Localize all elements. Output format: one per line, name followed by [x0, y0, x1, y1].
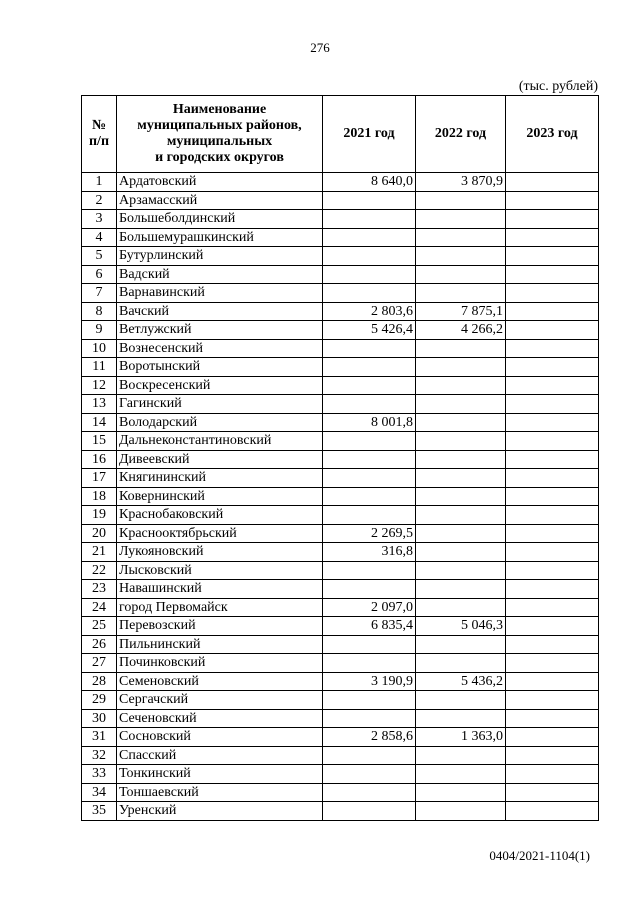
row-name: Ветлужский: [117, 321, 323, 340]
row-2023: [506, 339, 599, 358]
row-2021: [323, 469, 416, 488]
row-number: 4: [82, 228, 117, 247]
row-2022: [416, 524, 506, 543]
row-2023: [506, 598, 599, 617]
row-2023: [506, 191, 599, 210]
row-number: 28: [82, 672, 117, 691]
table-row: [82, 321, 599, 340]
row-2022: [416, 358, 506, 377]
row-2021: [323, 210, 416, 229]
row-2021: [323, 746, 416, 765]
row-number: 32: [82, 746, 117, 765]
row-2022: [416, 783, 506, 802]
row-number: 2: [82, 191, 117, 210]
table-row: [82, 487, 599, 506]
row-2023: [506, 450, 599, 469]
unit-note: (тыс. рублей): [518, 79, 598, 94]
row-name: Княгининский: [117, 469, 323, 488]
row-2021: [323, 561, 416, 580]
row-2023: [506, 672, 599, 691]
row-number: 20: [82, 524, 117, 543]
row-2022: 7 875,1: [416, 302, 506, 321]
row-2023: [506, 284, 599, 303]
row-2023: [506, 580, 599, 599]
row-2021: [323, 691, 416, 710]
header-name: Наименование муниципальных районов, муниципальных и городских округов: [117, 96, 323, 173]
row-name: Арзамасский: [117, 191, 323, 210]
row-2023: [506, 561, 599, 580]
row-2023: [506, 506, 599, 525]
row-2021: [323, 191, 416, 210]
row-2022: 5 046,3: [416, 617, 506, 636]
row-name: Уренский: [117, 802, 323, 821]
row-number: 3: [82, 210, 117, 229]
row-number: 27: [82, 654, 117, 673]
row-2022: 1 363,0: [416, 728, 506, 747]
row-name: Перевозский: [117, 617, 323, 636]
row-name: Сергачский: [117, 691, 323, 710]
row-2022: [416, 191, 506, 210]
row-name: Воскресенский: [117, 376, 323, 395]
row-2021: [323, 228, 416, 247]
table-row: [82, 376, 599, 395]
row-2021: [323, 284, 416, 303]
row-2023: [506, 524, 599, 543]
row-2023: [506, 210, 599, 229]
row-2021: 2 097,0: [323, 598, 416, 617]
row-name: Тонкинский: [117, 765, 323, 784]
row-2022: [416, 265, 506, 284]
row-number: 1: [82, 173, 117, 192]
row-number: 35: [82, 802, 117, 821]
row-number: 31: [82, 728, 117, 747]
table-row: [82, 432, 599, 451]
row-name: Дальнеконстантиновский: [117, 432, 323, 451]
row-name: Тоншаевский: [117, 783, 323, 802]
table-row: [82, 358, 599, 377]
row-2021: 2 803,6: [323, 302, 416, 321]
row-2021: [323, 339, 416, 358]
row-2021: [323, 432, 416, 451]
row-2022: [416, 339, 506, 358]
table-row: [82, 746, 599, 765]
row-2021: [323, 376, 416, 395]
row-2021: [323, 709, 416, 728]
row-number: 18: [82, 487, 117, 506]
row-2021: 3 190,9: [323, 672, 416, 691]
row-2022: [416, 376, 506, 395]
row-number: 8: [82, 302, 117, 321]
row-2023: [506, 709, 599, 728]
row-name: Лысковский: [117, 561, 323, 580]
table-row: [82, 247, 599, 266]
row-number: 30: [82, 709, 117, 728]
table-row: [82, 210, 599, 229]
row-2023: [506, 469, 599, 488]
row-2022: [416, 561, 506, 580]
row-name: Вадский: [117, 265, 323, 284]
row-2023: [506, 783, 599, 802]
row-2021: 2 269,5: [323, 524, 416, 543]
row-name: Краснооктябрьский: [117, 524, 323, 543]
row-name: Спасский: [117, 746, 323, 765]
header-num: № п/п: [82, 96, 117, 173]
row-number: 13: [82, 395, 117, 414]
row-name: Ардатовский: [117, 173, 323, 192]
page-number: 276: [310, 40, 330, 55]
row-2023: [506, 358, 599, 377]
row-number: 25: [82, 617, 117, 636]
row-2023: [506, 765, 599, 784]
table-row: [82, 654, 599, 673]
row-2022: [416, 228, 506, 247]
row-number: 24: [82, 598, 117, 617]
row-2021: [323, 247, 416, 266]
table-row: [82, 469, 599, 488]
row-name: Лукояновский: [117, 543, 323, 562]
row-2023: [506, 802, 599, 821]
table-header-row: [82, 96, 599, 173]
row-number: 15: [82, 432, 117, 451]
row-name: Воротынский: [117, 358, 323, 377]
row-number: 11: [82, 358, 117, 377]
table-row: [82, 191, 599, 210]
row-name: Володарский: [117, 413, 323, 432]
table-row: [82, 228, 599, 247]
table-row: [82, 395, 599, 414]
table-row: [82, 413, 599, 432]
row-2021: 8 001,8: [323, 413, 416, 432]
row-2022: [416, 413, 506, 432]
row-2022: [416, 432, 506, 451]
row-number: 17: [82, 469, 117, 488]
row-2023: [506, 395, 599, 414]
row-2022: [416, 450, 506, 469]
row-number: 16: [82, 450, 117, 469]
row-2023: [506, 173, 599, 192]
row-number: 5: [82, 247, 117, 266]
row-number: 9: [82, 321, 117, 340]
row-2021: [323, 395, 416, 414]
table-row: [82, 173, 599, 192]
row-2021: 316,8: [323, 543, 416, 562]
row-2022: [416, 247, 506, 266]
row-2022: [416, 746, 506, 765]
row-number: 26: [82, 635, 117, 654]
row-number: 21: [82, 543, 117, 562]
row-2023: [506, 247, 599, 266]
row-2021: [323, 265, 416, 284]
row-name: Большеболдинский: [117, 210, 323, 229]
row-name: Варнавинский: [117, 284, 323, 303]
row-name: город Первомайск: [117, 598, 323, 617]
allocation-table: [81, 95, 599, 821]
row-number: 7: [82, 284, 117, 303]
row-number: 23: [82, 580, 117, 599]
row-2021: [323, 580, 416, 599]
header-2021: 2021 год: [323, 96, 416, 173]
table-row: [82, 524, 599, 543]
row-name: Вознесенский: [117, 339, 323, 358]
row-2022: [416, 284, 506, 303]
row-2021: [323, 487, 416, 506]
row-name: Гагинский: [117, 395, 323, 414]
row-2022: [416, 580, 506, 599]
document-code: 0404/2021-1104(1): [489, 848, 590, 863]
table-row: [82, 635, 599, 654]
row-2022: [416, 765, 506, 784]
row-2023: [506, 302, 599, 321]
row-name: Вачский: [117, 302, 323, 321]
row-number: 6: [82, 265, 117, 284]
row-number: 29: [82, 691, 117, 710]
row-2022: 3 870,9: [416, 173, 506, 192]
row-2021: [323, 450, 416, 469]
row-name: Большемурашкинский: [117, 228, 323, 247]
row-name: Бутурлинский: [117, 247, 323, 266]
row-number: 14: [82, 413, 117, 432]
table-row: [82, 543, 599, 562]
row-2023: [506, 746, 599, 765]
row-2023: [506, 376, 599, 395]
row-2021: [323, 783, 416, 802]
row-2023: [506, 728, 599, 747]
row-2022: [416, 210, 506, 229]
row-number: 12: [82, 376, 117, 395]
row-2023: [506, 413, 599, 432]
row-2023: [506, 487, 599, 506]
row-name: Навашинский: [117, 580, 323, 599]
table-row: [82, 802, 599, 821]
table-row: [82, 506, 599, 525]
row-2022: [416, 598, 506, 617]
row-2022: [416, 654, 506, 673]
table-row: [82, 765, 599, 784]
table-body: [82, 173, 599, 821]
row-2023: [506, 691, 599, 710]
row-name: Семеновский: [117, 672, 323, 691]
table-row: [82, 450, 599, 469]
row-2022: [416, 691, 506, 710]
row-2021: 8 640,0: [323, 173, 416, 192]
row-number: 22: [82, 561, 117, 580]
row-name: Дивеевский: [117, 450, 323, 469]
row-2023: [506, 635, 599, 654]
row-2021: [323, 765, 416, 784]
row-number: 10: [82, 339, 117, 358]
row-2022: 5 436,2: [416, 672, 506, 691]
header-2022: 2022 год: [416, 96, 506, 173]
row-2021: 6 835,4: [323, 617, 416, 636]
row-2022: [416, 487, 506, 506]
row-2021: [323, 358, 416, 377]
row-2022: [416, 506, 506, 525]
row-2021: [323, 654, 416, 673]
table-row: [82, 265, 599, 284]
row-2023: [506, 321, 599, 340]
row-number: 33: [82, 765, 117, 784]
row-number: 19: [82, 506, 117, 525]
row-name: Краснобаковский: [117, 506, 323, 525]
table-row: [82, 598, 599, 617]
row-2022: [416, 635, 506, 654]
row-name: Пильнинский: [117, 635, 323, 654]
table-row: [82, 284, 599, 303]
table-row: [82, 691, 599, 710]
table-row: [82, 728, 599, 747]
table-row: [82, 672, 599, 691]
row-2023: [506, 265, 599, 284]
row-name: Сосновский: [117, 728, 323, 747]
table-row: [82, 709, 599, 728]
row-2021: [323, 635, 416, 654]
table-row: [82, 617, 599, 636]
row-2023: [506, 228, 599, 247]
row-2023: [506, 654, 599, 673]
row-2022: [416, 395, 506, 414]
row-2022: [416, 802, 506, 821]
table-row: [82, 302, 599, 321]
row-2022: [416, 709, 506, 728]
row-2023: [506, 617, 599, 636]
row-2021: [323, 802, 416, 821]
table-row: [82, 783, 599, 802]
row-name: Починковский: [117, 654, 323, 673]
table-row: [82, 339, 599, 358]
table-row: [82, 580, 599, 599]
row-name: Ковернинский: [117, 487, 323, 506]
row-number: 34: [82, 783, 117, 802]
table-row: [82, 561, 599, 580]
row-2023: [506, 543, 599, 562]
row-2021: 2 858,6: [323, 728, 416, 747]
row-2021: 5 426,4: [323, 321, 416, 340]
row-2023: [506, 432, 599, 451]
row-2021: [323, 506, 416, 525]
header-2023: 2023 год: [506, 96, 599, 173]
row-name: Сеченовский: [117, 709, 323, 728]
row-2022: [416, 469, 506, 488]
row-2022: [416, 543, 506, 562]
row-2022: 4 266,2: [416, 321, 506, 340]
